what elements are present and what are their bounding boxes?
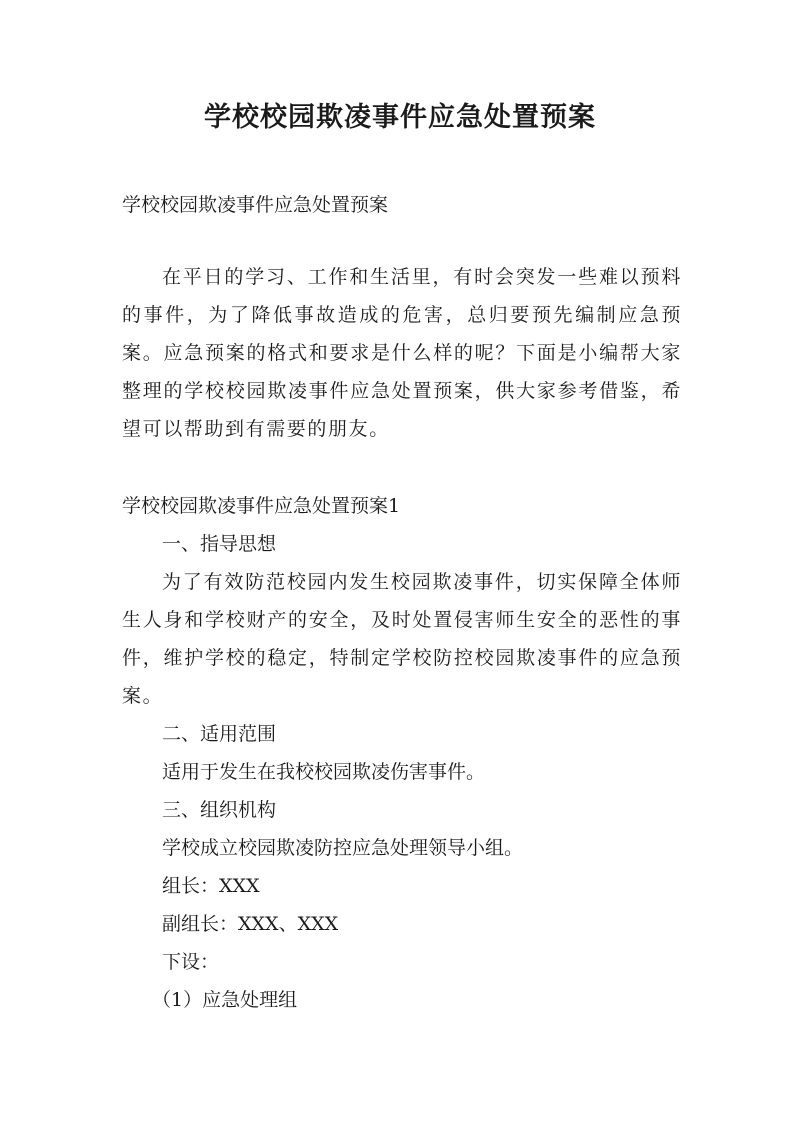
heading-guiding-principle: 一、指导思想 [162, 533, 277, 555]
paragraph-scope: 适用于发生在我校校园欺凌伤害事件。 [162, 761, 486, 783]
subordinate-line: 下设： [162, 951, 220, 973]
document-subtitle: 学校校园欺凌事件应急处置预案 [122, 194, 389, 216]
group-emergency-handling: （1）应急处理组 [152, 989, 298, 1011]
leader-line: 组长：XXX [162, 875, 260, 897]
paragraph-guiding-principle: 为了有效防范校园内发生校园欺凌事件，切实保障全体师生人身和学校财产的安全，及时处置侵害师生安全的恶性的事件，维护学校的稳定，特制定学校防控校园欺凌事件的应急预案。 [122, 571, 682, 707]
heading-scope: 二、适用范围 [162, 723, 277, 745]
document-title: 学校校园欺凌事件应急处置预案 [204, 102, 596, 133]
section-title: 学校校园欺凌事件应急处置预案1 [122, 495, 401, 517]
paragraph-organization: 学校成立校园欺凌防控应急处理领导小组。 [162, 837, 524, 859]
deputy-leader-line: 副组长：XXX、XXX [162, 913, 339, 935]
heading-organization: 三、组织机构 [162, 799, 277, 821]
intro-paragraph: 在平日的学习、工作和生活里，有时会突发一些难以预料的事件，为了降低事故造成的危害，总归要预先编制应急预案。应急预案的格式和要求是什么样的呢？下面是小编帮大家整理的学校校园欺凌事件应急处置预案，供大家参考借鉴，希望可以帮助到有需要的朋友。 [122, 266, 682, 440]
